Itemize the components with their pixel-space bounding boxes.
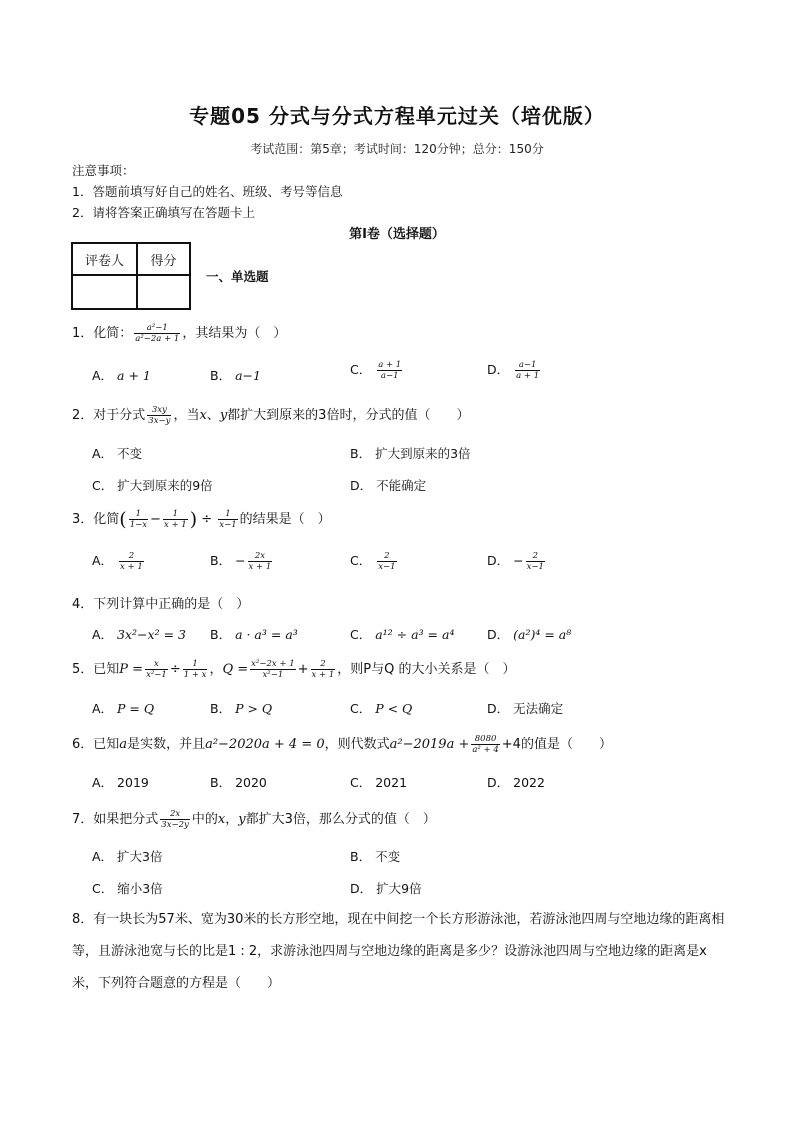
q6-option-c[interactable]: C． 2021 <box>350 775 408 790</box>
q4-option-d[interactable]: D． (a²)⁴ = a⁸ <box>487 627 572 642</box>
q4-option-b[interactable]: B． a · a³ = a³ <box>210 627 298 642</box>
question-6: 6．已知a是实数，并且a²−2020a + 4 = 0，则代数式a²−2019a + $\frac{8080}{\text{a² + 4}}$ +4的值是（ ） <box>72 734 612 755</box>
q2-option-d[interactable]: D． 不能确定 <box>350 478 427 493</box>
section-title: 一、单选题 <box>206 269 269 284</box>
score-table <box>71 242 191 310</box>
question-number: 8． <box>72 912 94 927</box>
score-table-header-grader: 评卷人 <box>72 243 137 275</box>
note-item: 2．请将答案正确填写在答题卡上 <box>72 205 255 220</box>
question-2: 2．对于分式 $\frac{3xy}{3x-y}$ ，当x、y都扩大到原来的3倍时，分式的值（ ） <box>72 405 470 426</box>
q4-option-a[interactable]: A． 3x²−x² = 3 <box>92 627 186 642</box>
note-item: 1．答题前填写好自己的姓名、班级、考号等信息 <box>72 184 343 199</box>
question-number: 5． <box>72 662 94 677</box>
q3-option-b[interactable]: B． − $\frac{2x}{x + 1}$ <box>210 551 272 572</box>
fraction: $\frac{3xy}{3x-y}$ <box>148 405 171 426</box>
question-number: 1． <box>72 326 94 341</box>
question-3: 3．化简( $\frac{1}{1-x}$ − $\frac{1}{x + 1}$ ) ÷ $\frac{1}{x-1}$ 的结果是（ ） <box>72 508 331 531</box>
question-number: 6． <box>72 737 94 752</box>
question-8: 8．有一块长为57米、宽为30米的长方形空地，现在中间挖一个长方形游泳池，若游泳池四周与空地边缘的距离相等，且游泳池宽与长的比是1 : 2，求游泳池四周与空地边缘的距离是多少？设游泳池四周与空地边缘的距离是x米，下列符合题意的方程是（ ） <box>72 912 725 991</box>
q1-option-b[interactable]: B． a−1 <box>210 368 261 383</box>
q2-option-c[interactable]: C． 扩大到原来的9倍 <box>92 478 213 493</box>
q3-option-d[interactable]: D． − $\frac{2}{x-1}$ <box>487 551 544 572</box>
q6-option-a[interactable]: A． 2019 <box>92 775 149 790</box>
q5-option-a[interactable]: A． P = Q <box>92 701 155 716</box>
q3-option-a[interactable]: A． $\frac{2}{x + 1}$ <box>92 551 143 572</box>
q5-option-c[interactable]: C． P < Q <box>350 701 413 716</box>
q3-option-c[interactable]: C． $\frac{2}{x-1}$ <box>350 551 396 572</box>
q7-option-c[interactable]: C． 缩小3倍 <box>92 881 163 896</box>
q2-option-a[interactable]: A． 不变 <box>92 446 143 461</box>
q7-option-a[interactable]: A． 扩大3倍 <box>92 849 163 864</box>
question-7: 7．如果把分式 $\frac{2x}{3x-2y}$ 中的x，y都扩大3倍，那么分式的值（ ） <box>72 809 436 830</box>
question-4: 4．下列计算中正确的是（ ） <box>72 597 250 612</box>
q7-option-d[interactable]: D． 扩大9倍 <box>350 881 422 896</box>
notes-heading: 注意事项： <box>72 163 135 178</box>
q5-option-d[interactable]: D． 无法确定 <box>487 701 564 716</box>
question-number: 2． <box>72 408 94 423</box>
question-number: 7． <box>72 812 94 827</box>
question-number: 3． <box>72 512 94 527</box>
score-table-cell-grader[interactable] <box>72 275 137 309</box>
q6-option-d[interactable]: D． 2022 <box>487 775 545 790</box>
q6-option-b[interactable]: B． 2020 <box>210 775 267 790</box>
question-number: 4． <box>72 597 94 612</box>
fraction: $\frac{\text{a²−1}}{\text{a²−2a + 1}}$ <box>135 323 180 344</box>
volume-title: 第I卷（选择题） <box>349 227 445 242</box>
q1-option-d[interactable]: D． $\frac{a-1}{a + 1}$ <box>487 360 540 381</box>
page-title: 专题05 分式与分式方程单元过关（培优版） <box>189 104 605 128</box>
exam-info: 考试范围：第5章；考试时间：120分钟；总分：150分 <box>250 142 544 156</box>
q4-option-c[interactable]: C． a¹² ÷ a³ = a⁴ <box>350 627 455 642</box>
q1-option-c[interactable]: C． $\frac{a + 1}{a-1}$ <box>350 360 402 381</box>
score-table-cell-score[interactable] <box>137 275 190 309</box>
score-table-header-score: 得分 <box>137 243 190 275</box>
question-5: 5．已知P = $\frac{x}{\text{x²−1}}$ ÷ $\frac{1}{1 + x}$ ，Q = $\frac{\text{x²−2x + 1}}{\text{x²−1}}$ + $\frac{2}{x + 1}$ ，则P与Q 的大小关系是（ ） <box>72 659 516 680</box>
q2-option-b[interactable]: B． 扩大到原来的3倍 <box>350 446 471 461</box>
q1-option-a[interactable]: A． a + 1 <box>92 368 151 383</box>
question-1: 1．化简： $\frac{\text{a²−1}}{\text{a²−2a + 1}}$ ，其结果为（ ） <box>72 323 287 344</box>
q7-option-b[interactable]: B． 不变 <box>350 849 401 864</box>
q5-option-b[interactable]: B． P > Q <box>210 701 273 716</box>
